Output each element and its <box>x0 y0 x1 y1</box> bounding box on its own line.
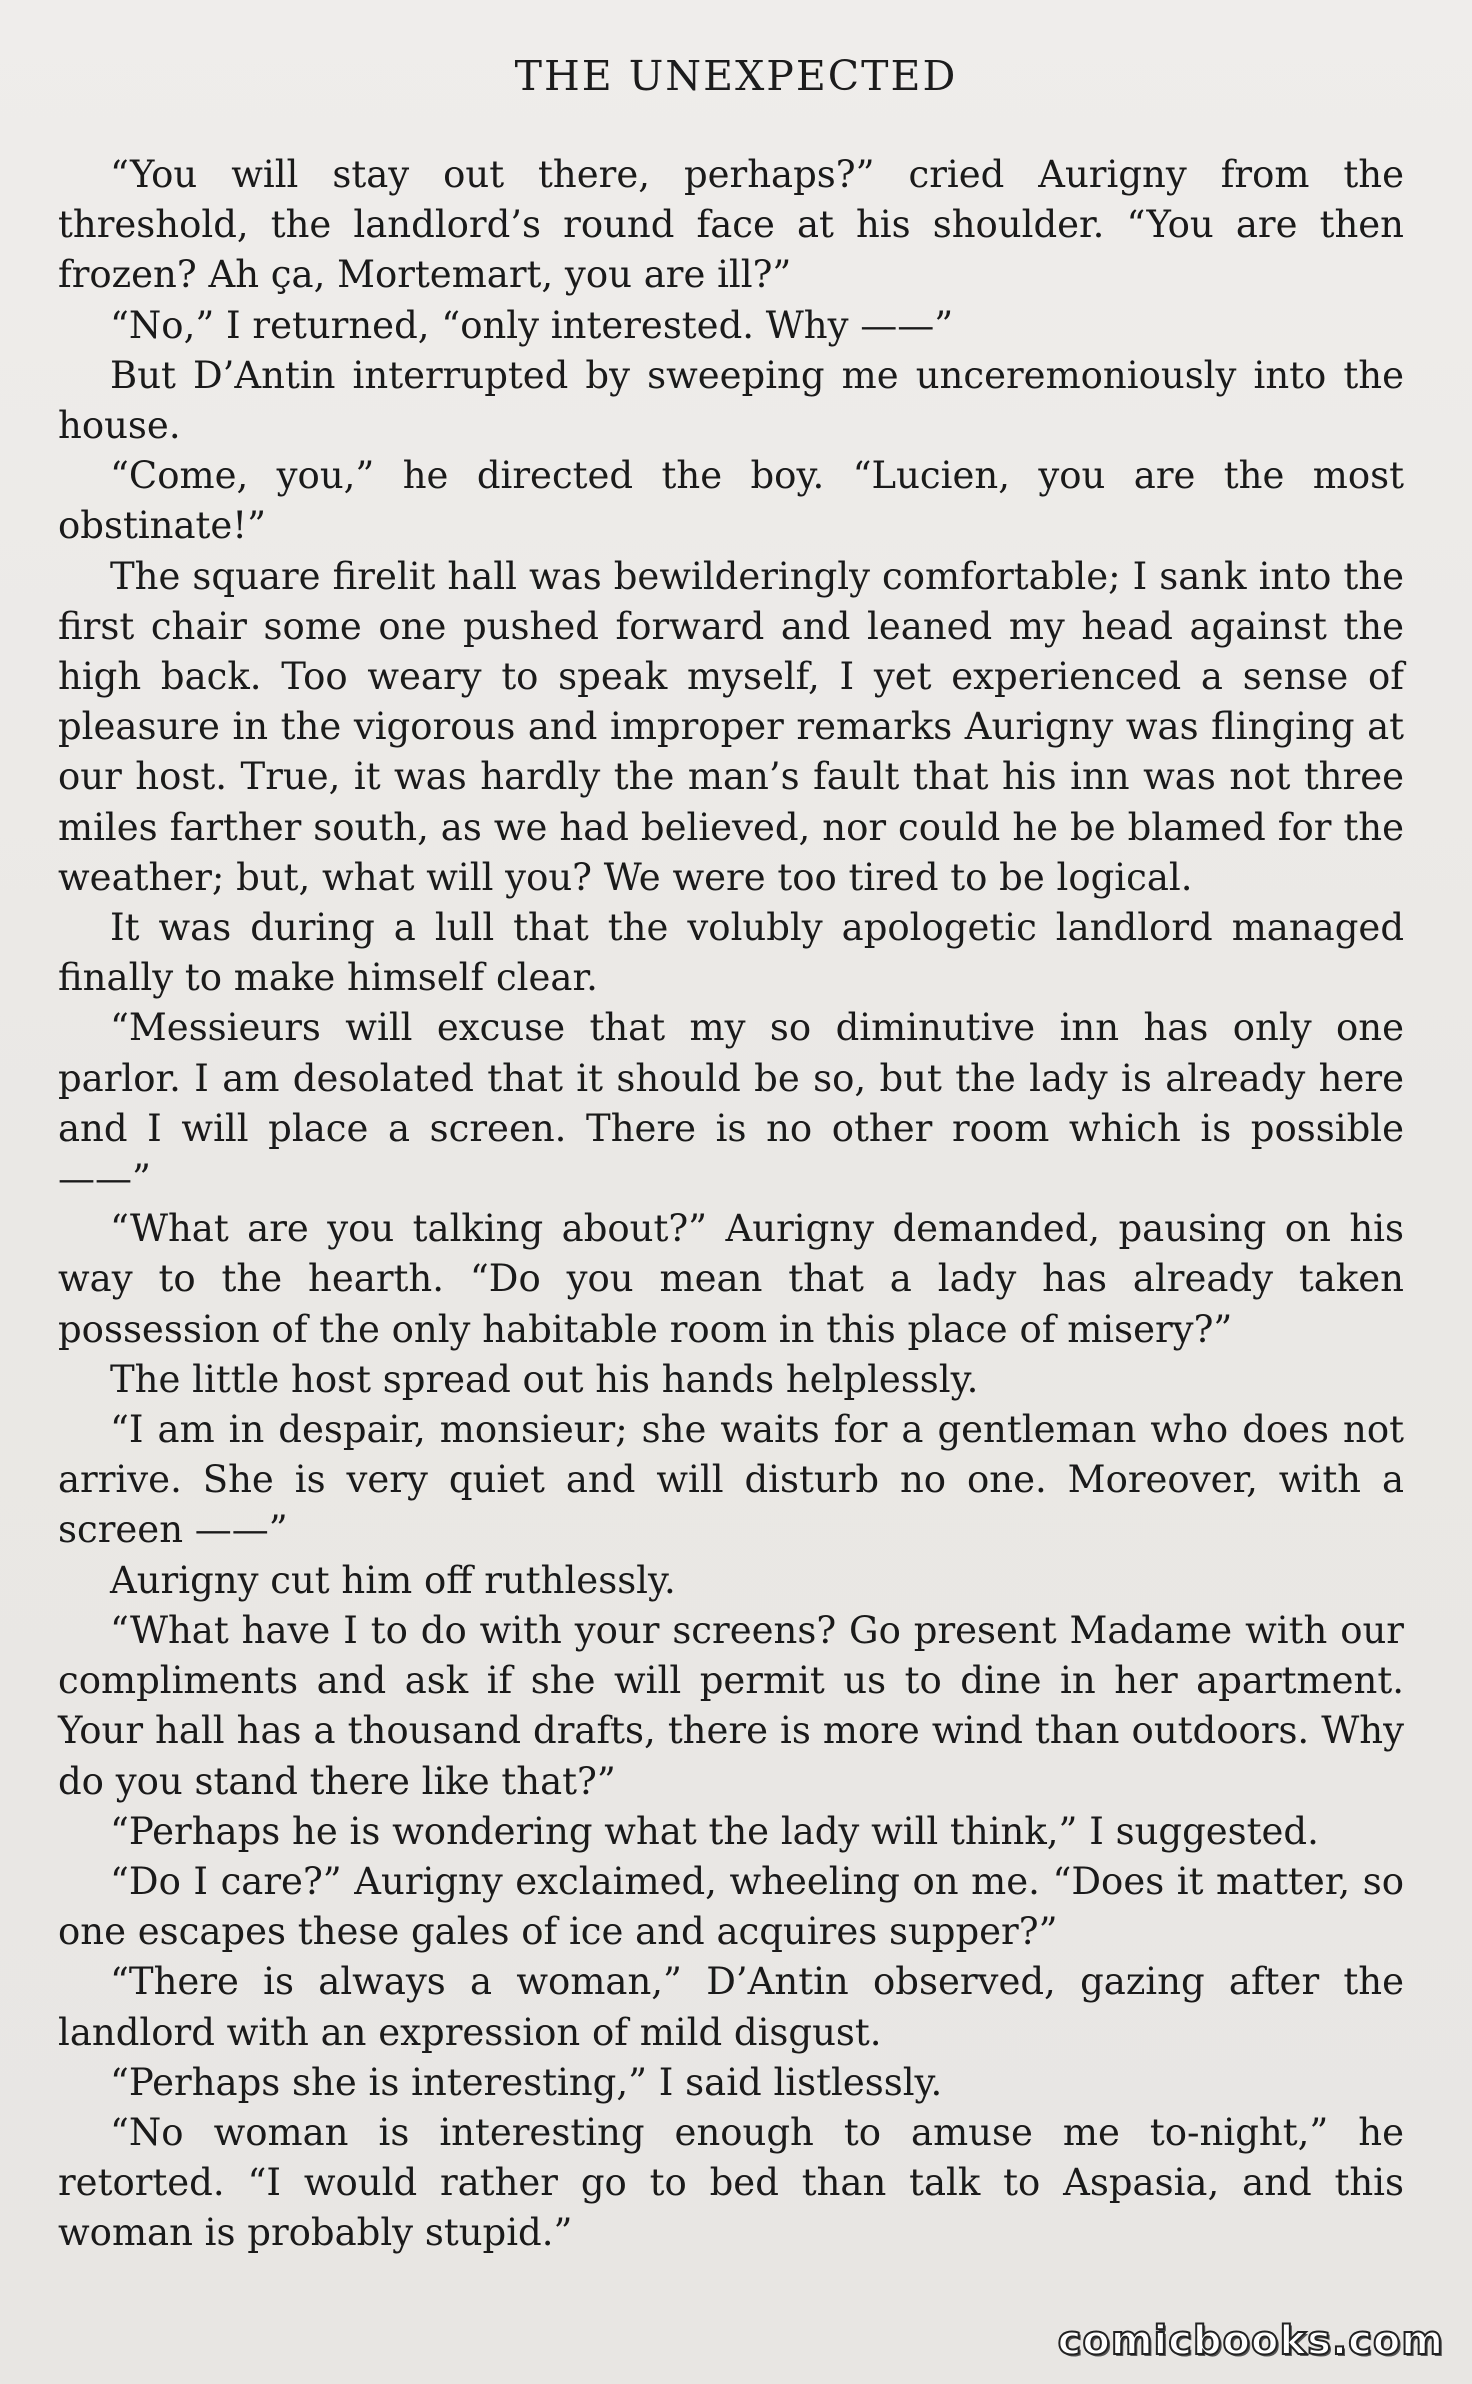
paragraph: “There is always a woman,” D’Antin observed, gazing after the landlord with an expression of mild disgust. <box>58 1960 1404 2054</box>
paragraph: The little host spread out his hands helplessly. <box>110 1357 979 1401</box>
paragraph: The square firelit hall was bewilderingly comfortable; I sank into the first chair some one pushed forward and leaned my head against the high back. Too weary to speak myself, I yet experienced a sense of pleasure in the vigorous and improper remarks Aurigny was flinging at our host. True, it was hardly the man’s fault that his inn was not three miles farther south, as we had believed, nor could he be blamed for the weather; but, what will you? We were too tired to be logical. <box>58 554 1404 899</box>
paragraph: “No,” I returned, “only interested. Why ——” <box>110 303 954 347</box>
paragraph: “I am in despair, monsieur; she waits for a gentleman who does not arrive. She is very quiet and will disturb no one. Moreover, with a screen ——” <box>58 1408 1404 1552</box>
paragraph: “Perhaps he is wondering what the lady will think,” I suggested. <box>110 1809 1319 1853</box>
paragraph: It was during a lull that the volubly apologetic landlord managed finally to make himself clear. <box>58 906 1404 1000</box>
paragraph: “What have I to do with your screens? Go present Madame with our compliments and ask if she will permit us to dine in her apartment. Your hall has a thousand drafts, there is more wind than outdoors. Why do you stand there like that?” <box>58 1608 1404 1803</box>
page-body-text <box>58 150 1404 2259</box>
paragraph: “No woman is interesting enough to amuse me to-night,” he retorted. “I would rather go to bed than talk to Aspasia, and this woman is probably stupid.” <box>58 2110 1404 2255</box>
paragraph: “Perhaps she is interesting,” I said listlessly. <box>110 2060 943 2104</box>
running-header: THE UNEXPECTED <box>514 52 958 100</box>
paragraph: But D’Antin interrupted by sweeping me unceremoniously into the house. <box>58 353 1404 448</box>
paragraph: “Do I care?” Aurigny exclaimed, wheeling on me. “Does it matter, so one escapes these gales of ice and acquires supper?” <box>58 1859 1404 1954</box>
paragraph: “What are you talking about?” Aurigny demanded, pausing on his way to the hearth. “Do you mean that a lady has already taken possession of the only habitable room in this place of misery?” <box>58 1207 1404 1351</box>
paragraph: “You will stay out there, perhaps?” cried Aurigny from the threshold, the landlord’s round face at his shoulder. “You are then frozen? Ah ça, Mortemart, you are ill?” <box>58 153 1404 297</box>
paragraph: “Come, you,” he directed the boy. “Lucien, you are the most obstinate!” <box>58 454 1404 548</box>
paragraph: Aurigny cut him off ruthlessly. <box>110 1558 676 1602</box>
site-watermark: comicbooks.com <box>1057 2318 1444 2364</box>
paragraph: “Messieurs will excuse that my so diminutive inn has only one parlor. I am desolated that it should be so, but the lady is already here and I will place a screen. There is no other room which is possible ——” <box>58 1006 1404 1201</box>
